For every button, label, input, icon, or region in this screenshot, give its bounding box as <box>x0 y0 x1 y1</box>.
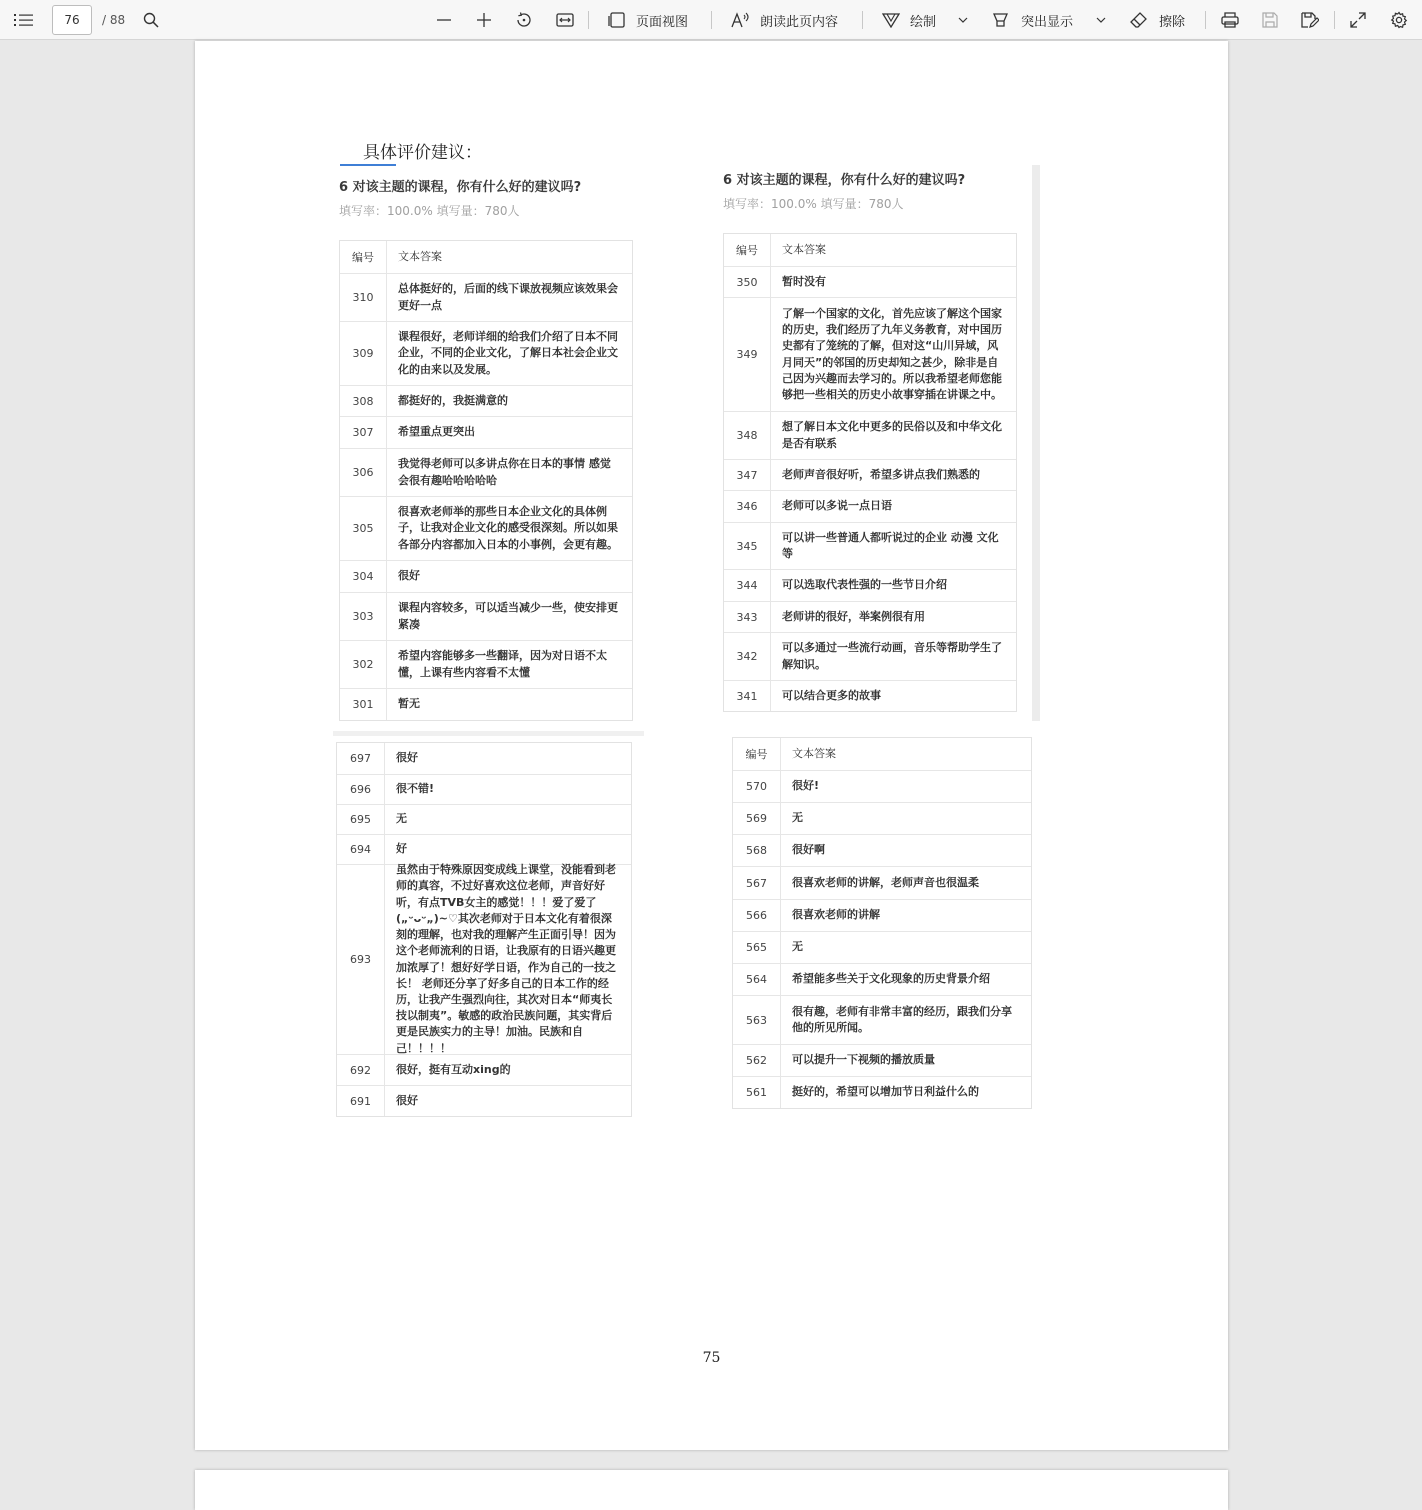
answer-id: 342 <box>724 633 771 680</box>
answer-id: 307 <box>340 417 387 448</box>
table-row <box>724 522 1016 569</box>
table-row <box>340 640 632 688</box>
search-button[interactable] <box>143 0 159 40</box>
answer-text: 无 <box>396 812 407 826</box>
answer-id: 341 <box>724 681 771 711</box>
save-as-button[interactable] <box>1301 0 1319 40</box>
table-row <box>724 632 1016 680</box>
draw-label: 绘制 <box>910 14 937 30</box>
page-view-icon <box>608 12 626 28</box>
eraser-icon <box>1130 12 1148 28</box>
read-aloud-icon <box>731 12 749 28</box>
answer-id: 348 <box>724 412 771 459</box>
column-header-id: 编号 <box>340 241 387 273</box>
answer-text: 无 <box>792 940 803 954</box>
toolbar-divider <box>588 11 589 29</box>
table-row <box>724 266 1016 297</box>
answer-text: 很喜欢老师的讲解 <box>792 908 880 922</box>
fit-width-icon <box>556 13 574 27</box>
column-header-text: 文本答案 <box>398 249 442 263</box>
list-icon <box>14 13 34 27</box>
contents-button[interactable] <box>14 0 34 40</box>
question-title: 6 对该主题的课程，你有什么好的建议吗? <box>339 180 582 195</box>
column-header-id: 编号 <box>724 234 771 266</box>
answer-id: 350 <box>724 267 771 297</box>
answer-text: 总体挺好的，后面的线下课放视频应该效果会更好一点 <box>398 282 618 312</box>
table-row <box>340 416 632 448</box>
answer-id: 696 <box>337 775 385 804</box>
answer-id: 306 <box>340 449 387 496</box>
answer-id: 344 <box>724 570 771 601</box>
answer-text: 可以讲一些普通人都听说过的企业 动漫 文化等 <box>782 530 999 560</box>
table-header-row <box>340 241 632 273</box>
table-row <box>733 899 1031 931</box>
page-number: 75 <box>702 1350 721 1366</box>
answer-id: 347 <box>724 460 771 490</box>
table-row <box>337 743 631 774</box>
draw-options-dropdown[interactable] <box>957 0 969 40</box>
answers-table <box>723 233 1017 712</box>
chevron-down-icon <box>1095 16 1107 24</box>
table-row <box>733 931 1031 963</box>
erase-button[interactable] <box>1130 0 1185 40</box>
document-page <box>195 41 1228 1450</box>
table-row <box>337 804 631 834</box>
answer-text: 很有趣，老师有非常丰富的经历，跟我们分享他的所见所闻。 <box>792 1004 1012 1034</box>
table-row <box>340 496 632 560</box>
read-aloud-label: 朗读此页内容 <box>760 14 839 30</box>
table-row <box>724 297 1016 411</box>
minus-icon <box>436 12 452 28</box>
plus-icon <box>476 12 492 28</box>
answer-text: 希望重点更突出 <box>398 425 475 439</box>
answer-text: 很好，挺有互动xing的 <box>396 1062 511 1076</box>
answer-text: 都挺好的，我挺满意的 <box>398 393 508 407</box>
answer-text: 可以提升一下视频的播放质量 <box>792 1053 935 1067</box>
draw-icon <box>882 12 900 28</box>
answer-text: 我觉得老师可以多讲点你在日本的事情 感觉会很有趣哈哈哈哈哈 <box>398 457 611 487</box>
answer-text: 可以选取代表性强的一些节日介绍 <box>782 578 947 592</box>
answer-text: 希望内容能够多一些翻译，因为对日语不太懂，上课有些内容看不太懂 <box>398 649 607 679</box>
expand-icon <box>1350 12 1366 28</box>
fit-width-button[interactable] <box>556 0 574 40</box>
read-aloud-button[interactable] <box>731 0 838 40</box>
answer-text: 很不错! <box>396 782 435 796</box>
answer-text: 暂时没有 <box>782 274 826 288</box>
answer-id: 694 <box>337 835 385 864</box>
answer-id: 303 <box>340 593 387 640</box>
rotate-button[interactable] <box>515 0 533 40</box>
table-row <box>724 601 1016 632</box>
table-row <box>337 1085 631 1116</box>
answer-id: 349 <box>724 298 771 411</box>
answer-id: 343 <box>724 602 771 632</box>
highlight-label: 突出显示 <box>1021 14 1074 30</box>
page-view-button[interactable] <box>608 0 688 40</box>
table-row <box>340 688 632 720</box>
table-row <box>340 592 632 640</box>
answer-text: 虽然由于特殊原因变成线上课堂，没能看到老师的真容，不过好喜欢这位老师，声音好好听，有点TVB女主的感觉！！！爱了爱了(„ᵕᴗᵕ„)~♡其次老师对于日本文化有着很深刻的理解，也对我的理解产生正面引导！因为这个老师流利的日语，让我原有的日语兴趣更加浓厚了！想好好学日语，作为自己的一技之长！ 老师还分享了好多自己的日本工作的经历，让我产生强烈向往，其次对日本“师夷长技以制夷”。敏感的政治民族问题，其实背后更是民族实力的主导！加油。民族和自己！！！！ <box>396 863 616 1055</box>
answer-id: 308 <box>340 386 387 416</box>
printer-icon <box>1221 12 1239 28</box>
rotate-icon <box>515 11 533 29</box>
answer-id: 346 <box>724 491 771 522</box>
table-row <box>724 490 1016 522</box>
answer-id: 345 <box>724 523 771 569</box>
next-document-page <box>195 1470 1228 1510</box>
answer-id: 569 <box>733 803 781 834</box>
answer-text: 很喜欢老师的讲解，老师声音也很温柔 <box>792 875 979 889</box>
page-number-input[interactable]: 76 <box>52 5 92 35</box>
answer-text: 暂无 <box>398 697 420 711</box>
answer-text: 很好啊 <box>792 843 825 857</box>
toolbar-divider <box>862 11 863 29</box>
table-row <box>340 321 632 385</box>
table-row <box>724 459 1016 490</box>
zoom-out-button[interactable] <box>436 0 452 40</box>
answer-text: 了解一个国家的文化，首先应该了解这个国家的历史，我们经历了九年义务教育，对中国历史都有了笼统的了解，但对这“山川异域，风月同天”的邻国的历史却知之甚少，除非是自己因为兴趣而去学习的。所以我希望老师您能够把一些相关的历史小故事穿插在讲课之中。 <box>782 306 1002 401</box>
answer-text: 课程很好，老师详细的给我们介绍了日本不同企业，不同的企业文化，了解日本社会企业文化的由来以及发展。 <box>398 330 618 376</box>
erase-label: 擦除 <box>1159 14 1186 30</box>
answer-id: 693 <box>337 865 385 1054</box>
total-pages: / 88 <box>102 13 126 27</box>
answer-text: 好 <box>396 842 407 856</box>
fullscreen-button[interactable] <box>1350 0 1366 40</box>
table-row <box>724 569 1016 601</box>
answer-id: 305 <box>340 497 387 560</box>
table-header-row <box>724 234 1016 266</box>
answer-id: 695 <box>337 805 385 834</box>
answer-text: 很好! <box>792 779 820 793</box>
table-header-row <box>733 738 1031 770</box>
answer-id: 565 <box>733 932 781 963</box>
table-row <box>340 385 632 416</box>
question-stats: 填写率：100.0% 填写量：780人 <box>723 197 904 211</box>
table-row <box>337 1054 631 1085</box>
answer-text: 想了解日本文化中更多的民俗以及和中华文化是否有联系 <box>782 420 1002 450</box>
answer-id: 564 <box>733 964 781 995</box>
answer-text: 老师可以多说一点日语 <box>782 499 892 513</box>
answer-text: 很好 <box>396 1093 418 1107</box>
answer-text: 希望能多些关于文化现象的历史背景介绍 <box>792 972 990 986</box>
table-row <box>733 866 1031 899</box>
print-button[interactable] <box>1221 0 1239 40</box>
settings-button[interactable] <box>1390 0 1408 40</box>
answer-id: 310 <box>340 274 387 321</box>
answer-id: 691 <box>337 1086 385 1116</box>
zoom-in-button[interactable] <box>476 0 492 40</box>
answer-text: 很喜欢老师举的那些日本企业文化的具体例子，让我对企业文化的感受很深刻。所以如果各部分内容都加入日本的小事例，会更有趣。 <box>398 505 618 551</box>
answer-id: 697 <box>337 743 385 774</box>
table-row <box>340 448 632 496</box>
table-row <box>337 864 631 1054</box>
save-as-icon <box>1301 12 1319 28</box>
highlighter-icon <box>992 12 1010 28</box>
answer-id: 561 <box>733 1077 781 1108</box>
gear-icon <box>1390 11 1408 29</box>
table-row <box>733 995 1031 1044</box>
table-row <box>337 774 631 804</box>
column-header-text: 文本答案 <box>792 746 836 760</box>
save-button[interactable] <box>1262 0 1278 40</box>
search-icon <box>143 12 159 28</box>
toolbar-divider <box>711 11 712 29</box>
scroll-strip <box>1032 165 1040 721</box>
table-row <box>733 1076 1031 1108</box>
table-row <box>733 770 1031 802</box>
answers-table <box>732 737 1032 1109</box>
answer-id: 567 <box>733 867 781 899</box>
answer-text: 很好 <box>398 569 420 583</box>
page-view-label: 页面视图 <box>636 14 689 30</box>
draw-button[interactable] <box>882 0 936 40</box>
table-row <box>733 1044 1031 1076</box>
answer-id: 568 <box>733 835 781 866</box>
table-row <box>733 963 1031 995</box>
answer-id: 562 <box>733 1045 781 1076</box>
table-row <box>340 273 632 321</box>
table-row <box>724 411 1016 459</box>
answer-text: 课程内容较多，可以适当减少一些，使安排更紧凑 <box>398 601 618 631</box>
answer-id: 304 <box>340 561 387 592</box>
answer-text: 老师声音很好听，希望多讲点我们熟悉的 <box>782 467 980 481</box>
answer-text: 可以多通过一些流行动画，音乐等帮助学生了解知识。 <box>782 641 1002 671</box>
answer-text: 老师讲的很好，举案例很有用 <box>782 609 925 623</box>
table-row <box>733 834 1031 866</box>
answer-id: 566 <box>733 900 781 931</box>
answer-text: 挺好的，希望可以增加节日利益什么的 <box>792 1085 979 1099</box>
column-header-id: 编号 <box>733 738 781 770</box>
question-title: 6 对该主题的课程，你有什么好的建议吗? <box>723 173 966 188</box>
table-row <box>724 680 1016 711</box>
answers-table <box>339 240 633 721</box>
table-row <box>337 834 631 864</box>
answer-id: 309 <box>340 322 387 385</box>
answer-id: 563 <box>733 996 781 1044</box>
crop-edge <box>333 731 644 736</box>
question-stats: 填写率：100.0% 填写量：780人 <box>339 204 520 218</box>
column-header-text: 文本答案 <box>782 242 826 256</box>
answer-id: 301 <box>340 689 387 720</box>
answer-text: 无 <box>792 811 803 825</box>
pdf-toolbar <box>0 0 1422 40</box>
heading-underline <box>340 164 396 166</box>
answer-id: 302 <box>340 641 387 688</box>
highlight-button[interactable] <box>992 0 1073 40</box>
answer-id: 570 <box>733 771 781 802</box>
answer-text: 可以结合更多的故事 <box>782 688 881 702</box>
save-icon <box>1262 12 1278 28</box>
highlight-options-dropdown[interactable] <box>1095 0 1107 40</box>
answers-table <box>336 742 632 1117</box>
table-row <box>340 560 632 592</box>
toolbar-divider <box>1205 11 1206 29</box>
table-row <box>733 802 1031 834</box>
answer-text: 很好 <box>396 751 418 765</box>
section-heading: 具体评价建议： <box>363 143 482 163</box>
toolbar-divider <box>1334 11 1335 29</box>
chevron-down-icon <box>957 16 969 24</box>
answer-id: 692 <box>337 1055 385 1085</box>
